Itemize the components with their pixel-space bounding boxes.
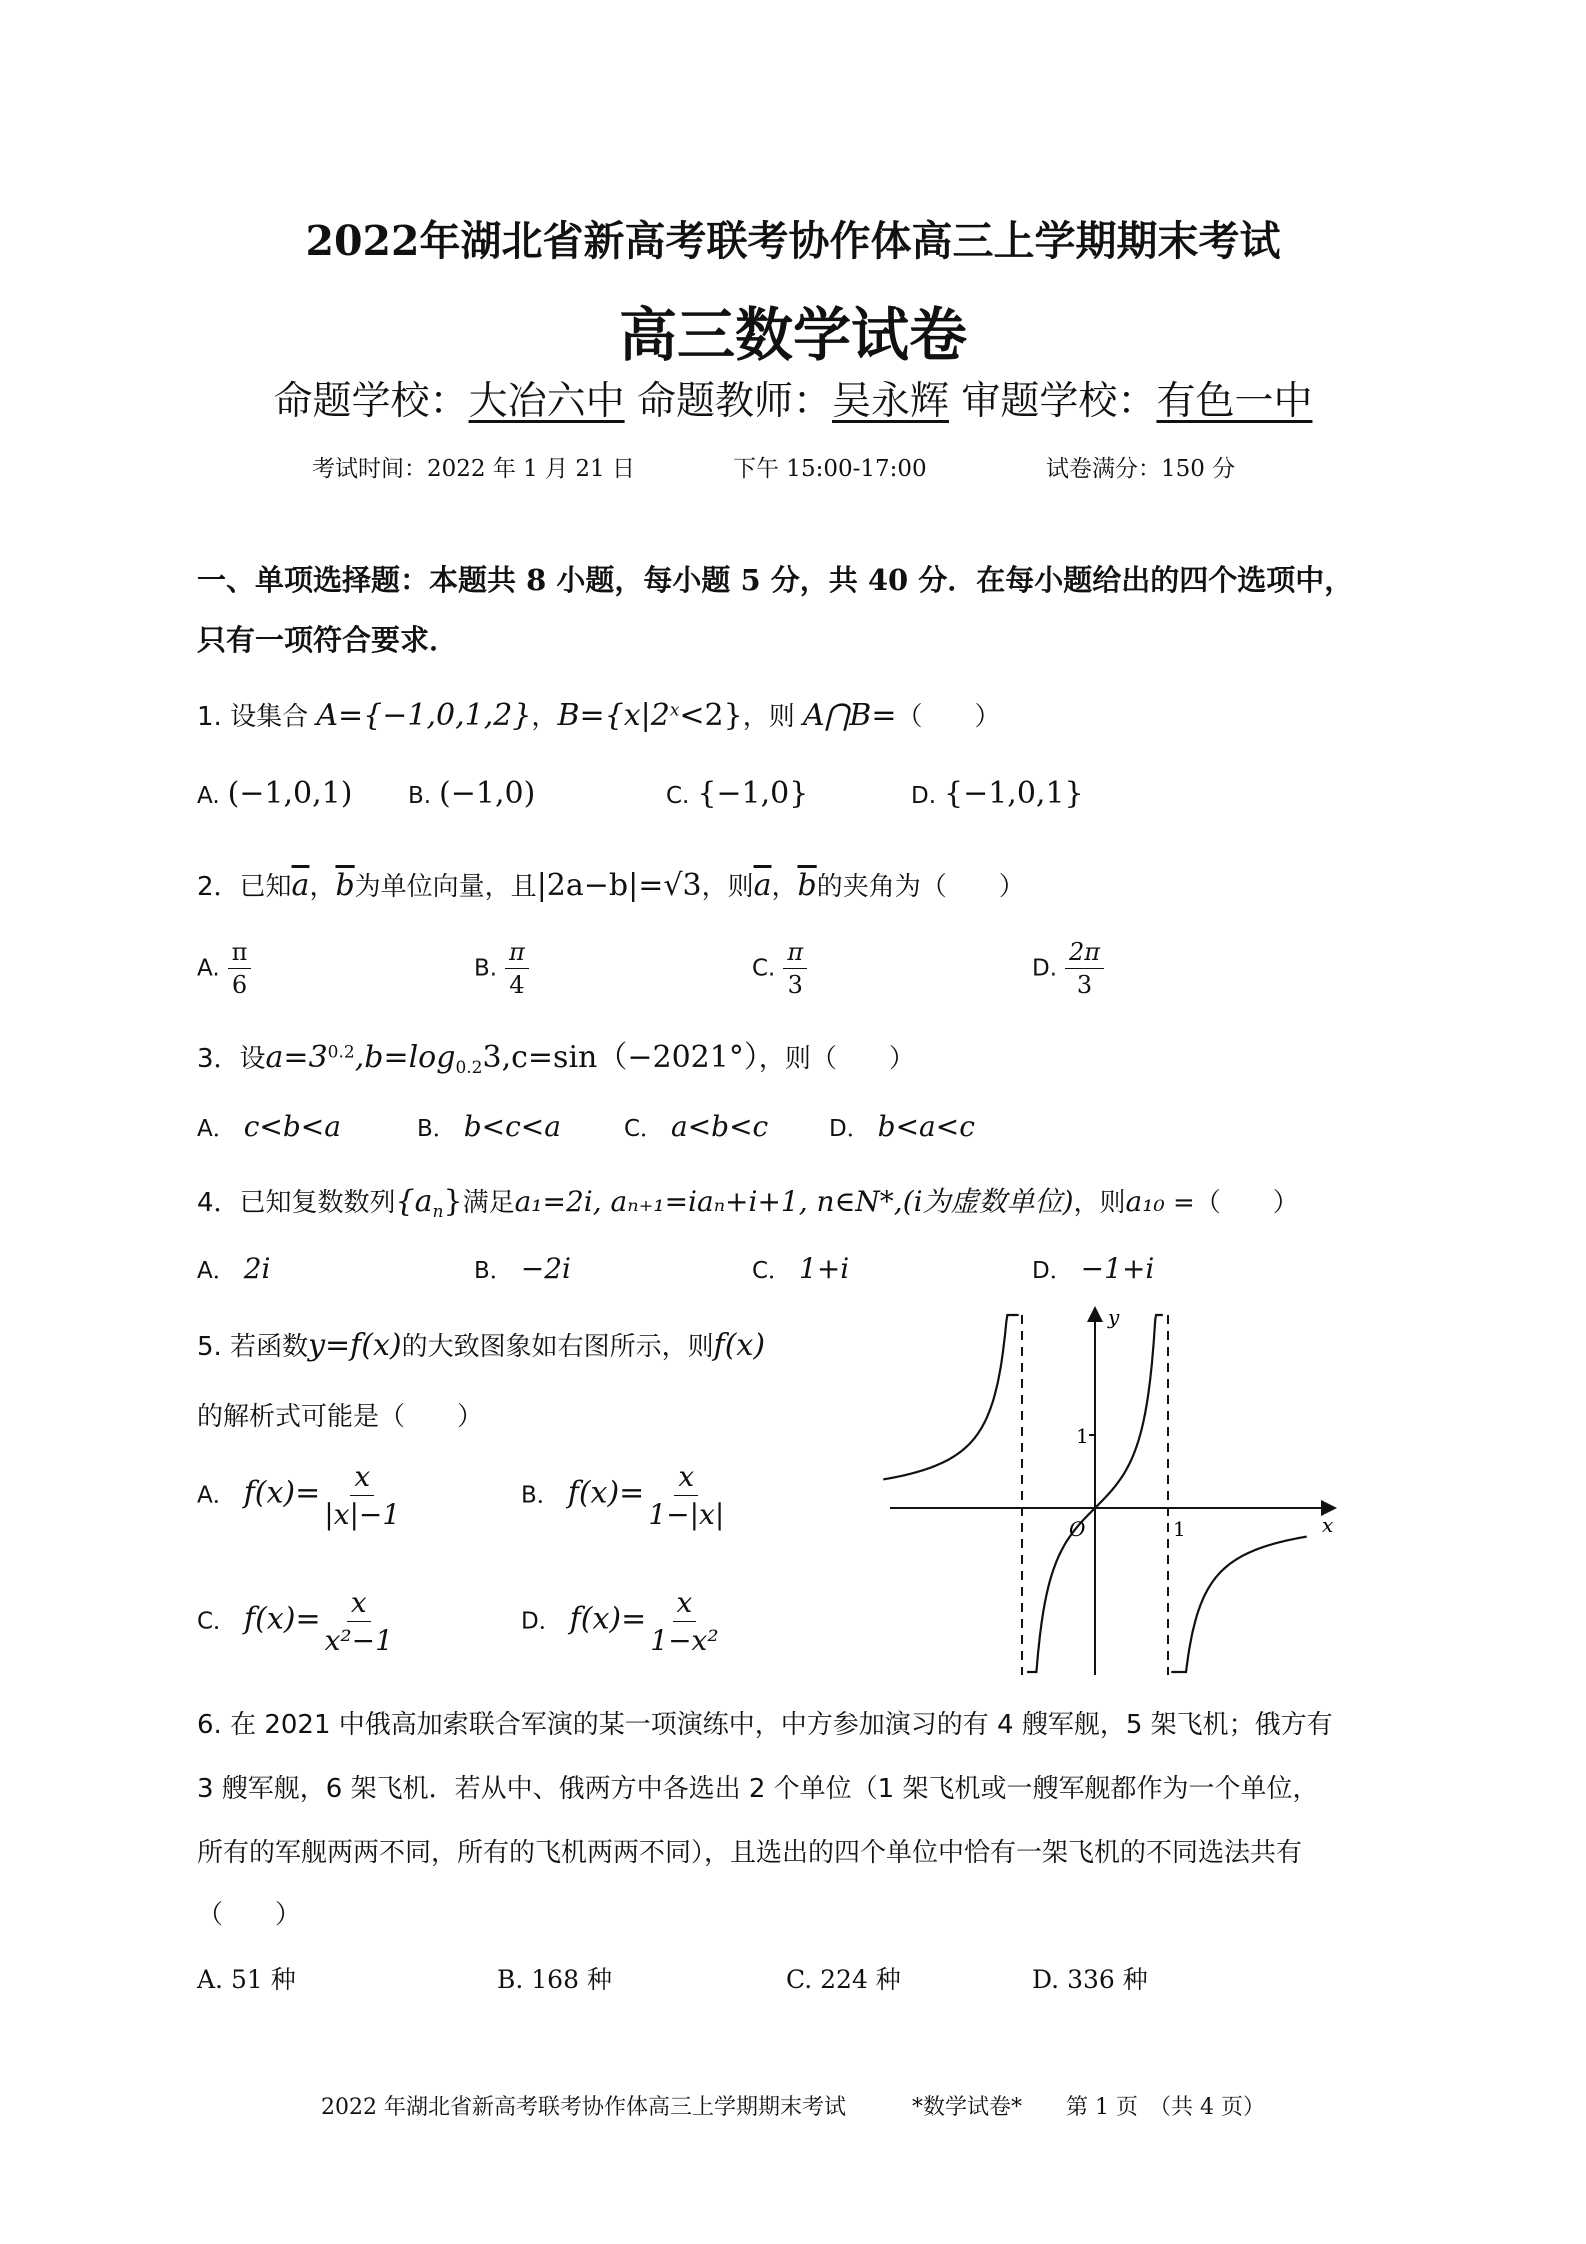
- q6-option-a-text: 51 种: [230, 1965, 296, 1994]
- q1-option-d[interactable]: D. {−1,0,1}: [911, 776, 1084, 811]
- q5-option-d-frac: $\frac{x}{\text{1−x²}}$: [650, 1586, 719, 1657]
- q2-option-c-frac: $\frac{\pi}{3}$: [783, 938, 807, 999]
- q4-seq: {a: [395, 1184, 433, 1219]
- school-name: 大冶六中: [468, 379, 625, 424]
- question-5-stem-line1: [197, 1326, 765, 1363]
- section-heading-line1: 一、单项选择题：本题共 8 小题，每小题 5 分，共 40 分．在每小题给出的四个选项中，: [197, 563, 1354, 597]
- q2-option-a[interactable]: A. $\frac{\pi}{6}$: [197, 938, 251, 999]
- q5-option-d[interactable]: D． f(x)= $\frac{x}{\text{1−x²}}$: [521, 1586, 723, 1657]
- q1-set-a: A={−1,0,1,2}: [316, 698, 532, 733]
- q3-b-expr: ,b=log: [354, 1040, 456, 1075]
- q3-stem-a: 3．设: [197, 1044, 266, 1074]
- q5-func: y=f(x): [308, 1328, 402, 1363]
- question-5-stem-line2: 的解析式可能是（ ）: [197, 1402, 484, 1432]
- y-tick-label: 1: [1076, 1424, 1089, 1448]
- reviewer-name: 有色一中: [1156, 379, 1313, 424]
- q5-option-c[interactable]: C． f(x)= $\frac{x}{\text{x²−1}}$: [197, 1586, 397, 1657]
- q4-stem-d: =（ ）: [1164, 1188, 1299, 1218]
- q2-stem-c: ，则: [701, 872, 754, 902]
- x-axis-label: x: [1322, 1513, 1334, 1537]
- q2-option-b-frac: $\frac{\pi}{4}$: [505, 938, 529, 999]
- section-heading-line2: 只有一项符合要求．: [197, 623, 459, 657]
- q6-option-d-text: 336 种: [1067, 1965, 1148, 1994]
- exam-period: 下午 15:00-17:00: [733, 456, 927, 482]
- q2-option-b[interactable]: B. $\frac{\pi}{4}$: [474, 938, 529, 999]
- q1-stem-a: 1. 设集合: [197, 702, 317, 732]
- q5-func2: f(x): [713, 1328, 766, 1363]
- q3-option-d[interactable]: D． b<a<c: [829, 1110, 975, 1143]
- q2-option-d[interactable]: D. $\frac{2\pi}{3}$: [1032, 938, 1104, 999]
- full-score: 试卷满分：150 分: [1046, 456, 1236, 482]
- q2-vec-b-2: $\overline{b}$: [797, 868, 817, 903]
- q5-stem-a: 5. 若函数: [197, 1332, 309, 1362]
- q2-option-d-frac: $\frac{2\pi}{3}$: [1065, 938, 1104, 999]
- q4-option-b[interactable]: B． −2i: [474, 1252, 571, 1285]
- origin-label: O: [1069, 1517, 1086, 1541]
- school-label: 命题学校：: [273, 379, 469, 424]
- question-4-stem: [197, 1180, 1299, 1222]
- q2-sep-2: ，: [771, 872, 798, 902]
- q2-stem-a: 2．已知: [197, 872, 292, 902]
- question-2-stem: [197, 866, 1025, 903]
- q6-option-b-text: 168 种: [531, 1965, 612, 1994]
- q2-vec-a: $\overline{a}$: [291, 868, 310, 903]
- q4-stem-c: ，则: [1073, 1188, 1126, 1218]
- q5-function-graph: [880, 1300, 1340, 1680]
- q6-option-b[interactable]: B. 168 种: [497, 1965, 612, 1994]
- curve-left-branch: [883, 1315, 1018, 1479]
- curve-right-branch: [1171, 1537, 1306, 1672]
- q5-option-b[interactable]: B． f(x)= $\frac{x}{1-|x|}$: [521, 1460, 728, 1531]
- q1-paren: （ ）: [896, 702, 1001, 732]
- q1-stem-b: ，则: [742, 702, 803, 732]
- question-3-stem: [197, 1032, 915, 1078]
- q4-stem-a: 4．已知复数数列: [197, 1188, 396, 1218]
- q4-stem-b: 满足: [462, 1188, 515, 1218]
- q2-stem-d: 的夹角为（ ）: [816, 872, 1025, 902]
- question-6-line2: 3 艘军舰，6 架飞机．若从中、俄两方中各选出 2 个单位（1 架飞机或一艘军舰都作为一个单位，: [197, 1774, 1319, 1804]
- q1-expr: A⋂B=: [803, 698, 897, 733]
- q1-set-b-tail: <2}: [679, 698, 743, 733]
- y-axis-label: y: [1108, 1305, 1120, 1329]
- q3-stem-b: ，则（ ）: [758, 1044, 915, 1074]
- q5-option-a-frac: $\frac{x}{|x|-1}$: [324, 1460, 401, 1531]
- q3-b-sub: 0.2: [455, 1058, 483, 1079]
- q4-condition: a₁=2i, aₙ₊₁=iaₙ+i+1, n∈N*,(i为虚数单位): [514, 1185, 1074, 1218]
- page-footer: 2022 年湖北省新高考联考协作体高三上学期期末考试 *数学试卷* 第 1 页 （共 4 页）: [321, 2095, 1265, 2120]
- q3-option-b-text: b<c<a: [463, 1110, 561, 1143]
- q3-option-b[interactable]: B． b<c<a: [417, 1110, 561, 1143]
- q1-option-a-text: (−1,0,1): [227, 776, 353, 811]
- q3-a-expr: a=3: [265, 1040, 328, 1075]
- exam-time: 考试时间：2022 年 1 月 21 日: [312, 456, 635, 482]
- q3-option-a[interactable]: A． c<b<a: [197, 1110, 341, 1143]
- q2-option-c[interactable]: C. $\frac{\pi}{3}$: [752, 938, 807, 999]
- x-tick-label: 1: [1173, 1517, 1186, 1541]
- q3-b-tail: 3,c=sin（−2021°）: [482, 1040, 759, 1075]
- q1-option-b[interactable]: B. (−1,0): [408, 776, 536, 811]
- q4-option-c-text: 1+i: [799, 1252, 850, 1285]
- q3-option-a-text: c<b<a: [243, 1110, 341, 1143]
- question-6-line4: （ ）: [197, 1900, 302, 1930]
- q2-stem-b: 为单位向量，且: [354, 872, 537, 902]
- q3-a-exp: 0.2: [327, 1042, 355, 1063]
- q6-option-a[interactable]: A. 51 种: [197, 1965, 296, 1994]
- q1-set-b-exp: x: [669, 700, 680, 721]
- q1-option-b-text: (−1,0): [439, 776, 536, 811]
- question-6-line1: 6. 在 2021 中俄高加索联合军演的某一项演练中，中方参加演习的有 4 艘军舰，5 架飞机；俄方有: [197, 1710, 1333, 1740]
- q1-option-c[interactable]: C. {−1,0}: [666, 776, 809, 811]
- q4-option-a[interactable]: A． 2i: [197, 1252, 271, 1285]
- q2-sep: ，: [309, 872, 336, 902]
- question-6-line3: 所有的军舰两两不同，所有的飞机两两不同），且选出的四个单位中恰有一架飞机的不同选法共有: [197, 1838, 1303, 1868]
- q4-option-c[interactable]: C． 1+i: [752, 1252, 850, 1285]
- teacher-name: 吴永辉: [832, 379, 950, 424]
- q6-option-d[interactable]: D. 336 种: [1032, 1965, 1148, 1994]
- teacher-label: 命题教师：: [636, 379, 832, 424]
- q2-vec-a-2: $\overline{a}$: [753, 868, 772, 903]
- q1-set-b: B={x|2: [557, 698, 670, 733]
- q4-option-a-text: 2i: [243, 1252, 271, 1285]
- q1-option-c-text: {−1,0}: [697, 776, 809, 811]
- q1-comma: ，: [531, 702, 558, 732]
- q2-vec-b: $\overline{b}$: [335, 868, 355, 903]
- q4-option-d-text: −1+i: [1080, 1252, 1155, 1285]
- reviewer-label: 审题学校：: [961, 379, 1157, 424]
- q6-option-c-text: 224 种: [820, 1965, 901, 1994]
- exam-title: 2022年湖北省新高考联考协作体高三上学期期末考试: [305, 217, 1281, 265]
- q5-option-a[interactable]: A． f(x)= $\frac{x}{|x|-1}$: [197, 1460, 404, 1531]
- q3-option-c[interactable]: C． a<b<c: [624, 1110, 769, 1143]
- q4-option-b-text: −2i: [520, 1252, 571, 1285]
- paper-subtitle: 高三数学试卷: [618, 301, 967, 369]
- q4-target: a₁₀: [1125, 1185, 1165, 1218]
- q5-option-b-frac: $\frac{x}{1-|x|}$: [648, 1460, 725, 1531]
- q5-stem-b: 的大致图象如右图所示，则: [401, 1332, 714, 1362]
- q2-option-a-frac: $\frac{\pi}{6}$: [228, 938, 252, 999]
- q3-option-c-text: a<b<c: [671, 1110, 769, 1143]
- q3-option-d-text: b<a<c: [877, 1110, 975, 1143]
- q5-option-c-frac: $\frac{x}{\text{x²−1}}$: [324, 1586, 393, 1657]
- q2-condition: |2a−b|=√3: [536, 868, 702, 903]
- q1-option-a[interactable]: A. (−1,0,1): [197, 776, 353, 811]
- q6-option-c[interactable]: C. 224 种: [786, 1965, 901, 1994]
- q1-option-d-text: {−1,0,1}: [943, 776, 1084, 811]
- q4-seq-sub: n: [432, 1202, 444, 1223]
- q4-seq-tail: }: [443, 1184, 463, 1219]
- author-line: [0, 370, 1586, 426]
- question-1-stem: [197, 696, 1000, 733]
- q4-option-d[interactable]: D． −1+i: [1032, 1252, 1155, 1285]
